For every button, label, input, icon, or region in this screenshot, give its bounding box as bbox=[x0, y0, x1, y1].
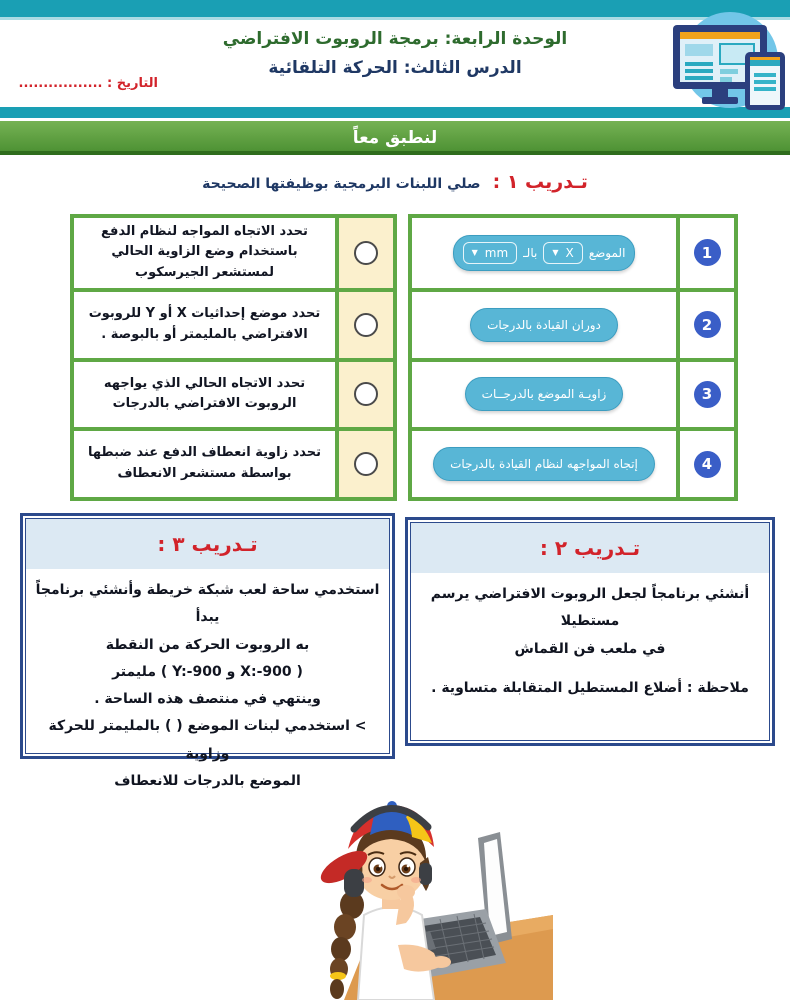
number-cell bbox=[676, 431, 734, 497]
chevron-down-icon: ▼ bbox=[552, 247, 559, 257]
axis-value: X bbox=[565, 245, 574, 260]
exercise3-line: استخدمي ساحة لعب شبكة خريطة وأنشئي برنامجاً يبدأ bbox=[35, 582, 380, 626]
position-block bbox=[453, 235, 636, 271]
unit-title: الوحدة الرابعة: برمجة الروبوت الافتراضي bbox=[222, 29, 568, 49]
answer-radio[interactable] bbox=[354, 313, 378, 337]
unit-value: mm bbox=[484, 245, 509, 260]
answer-cell bbox=[335, 362, 393, 428]
block-cell bbox=[412, 362, 676, 428]
exercise3-line: الموضع بالدرجات للانعطاف bbox=[114, 773, 301, 790]
description-text: تحدد الاتجاه المواجه لنظام الدفع باستخدام وضع الزاوية الحالي لمستشعر الجيرسكوب bbox=[101, 223, 308, 281]
position-block-label: الموضع bbox=[588, 245, 626, 260]
unit-dropdown[interactable] bbox=[463, 242, 518, 264]
number-cell bbox=[676, 292, 734, 358]
number-badge: 1 bbox=[694, 239, 721, 266]
table-row bbox=[412, 288, 734, 358]
axis-dropdown[interactable] bbox=[543, 242, 582, 264]
exercise2-note: ملاحظة : أضلاع المستطيل المتقابلة متساوية . bbox=[431, 679, 749, 696]
computer-devices-icon bbox=[660, 6, 790, 117]
number-badge: 3 bbox=[694, 381, 721, 408]
description-cell bbox=[74, 218, 335, 288]
exercise3-line: وينتهي في منتصف هذه الساحة . bbox=[94, 691, 321, 708]
table-row bbox=[412, 427, 734, 497]
description-text: تحدد الاتجاه الحالي الذي يواجهه الروبوت الافتراضي بالدرجات bbox=[103, 375, 306, 412]
header-titles bbox=[115, 29, 675, 78]
table-row bbox=[412, 218, 734, 288]
exercise3-body bbox=[26, 569, 389, 799]
block-cell bbox=[412, 218, 676, 288]
exercise3-box-inner bbox=[25, 518, 390, 790]
descriptions-table bbox=[70, 214, 397, 501]
answer-radio[interactable] bbox=[354, 382, 378, 406]
position-angle-block: زاويـة الموضع بالدرجــات bbox=[465, 377, 624, 411]
exercise2-box-inner bbox=[410, 522, 770, 741]
exercise2-line: أنشئي برنامجاً لجعل الروبوت الافتراضي يرسم مستطيلا bbox=[430, 586, 750, 630]
lesson-title: الدرس الثالث: الحركة التلقائية bbox=[268, 58, 522, 78]
answer-cell bbox=[335, 292, 393, 358]
table-row bbox=[74, 218, 393, 288]
block-cell bbox=[412, 292, 676, 358]
exercise3-line: ( X:-900 و Y:-900 ) مليمتر bbox=[112, 663, 303, 680]
date-field: التاريخ : ................. bbox=[18, 76, 158, 91]
answer-cell bbox=[335, 431, 393, 497]
number-badge: 2 bbox=[694, 311, 721, 338]
table-row bbox=[74, 427, 393, 497]
table-row bbox=[74, 358, 393, 428]
number-cell bbox=[676, 218, 734, 288]
description-cell bbox=[74, 431, 335, 497]
exercise2-box bbox=[405, 517, 775, 746]
answer-radio[interactable] bbox=[354, 241, 378, 265]
facing-direction-block: إتجاه المواجهه لنظام القيادة بالدرجات bbox=[433, 447, 655, 481]
exercise2-line: في ملعب فن القماش bbox=[514, 640, 666, 657]
description-text: تحدد موضع إحداثيات X أو Y للروبوت الافتراضي بالمليمتر أو بالبوصة . bbox=[88, 305, 321, 342]
drive-rotation-block: دوران القيادة بالدرجات bbox=[470, 308, 618, 342]
girl-laptop-illustration bbox=[248, 783, 553, 1004]
exercise1-label: تـدريب ١ : bbox=[492, 171, 588, 193]
exercise1-title bbox=[0, 171, 790, 193]
exercise2-body bbox=[411, 573, 769, 740]
section-banner: لنطبق معاً bbox=[0, 121, 790, 155]
number-cell bbox=[676, 362, 734, 428]
exercise3-line: به الروبوت الحركة من النقطة bbox=[105, 636, 310, 653]
description-cell bbox=[74, 362, 335, 428]
answer-radio[interactable] bbox=[354, 452, 378, 476]
exercise3-line: > استخدمي لبنات الموضع ( ) بالمليمتر للحركة وزاوية bbox=[48, 718, 367, 762]
table-row bbox=[74, 288, 393, 358]
blocks-table bbox=[408, 214, 738, 501]
exercise2-header: تـدريب ٢ : bbox=[411, 523, 769, 573]
answer-cell bbox=[335, 218, 393, 288]
exercise3-header: تـدريب ٣ : bbox=[26, 519, 389, 569]
exercise1-instruction: صلي اللبنات البرمجية بوظيفتها الصحيحة bbox=[202, 176, 481, 192]
ba-label: بالـ bbox=[523, 245, 538, 260]
block-cell bbox=[412, 431, 676, 497]
description-text: تحدد زاوية انعطاف الدفع عند ضبطها بواسطة مستشعر الانعطاف bbox=[87, 445, 322, 482]
number-badge: 4 bbox=[694, 451, 721, 478]
description-cell bbox=[74, 292, 335, 358]
exercise3-box bbox=[20, 513, 395, 790]
table-row bbox=[412, 358, 734, 428]
chevron-down-icon: ▼ bbox=[471, 247, 478, 257]
